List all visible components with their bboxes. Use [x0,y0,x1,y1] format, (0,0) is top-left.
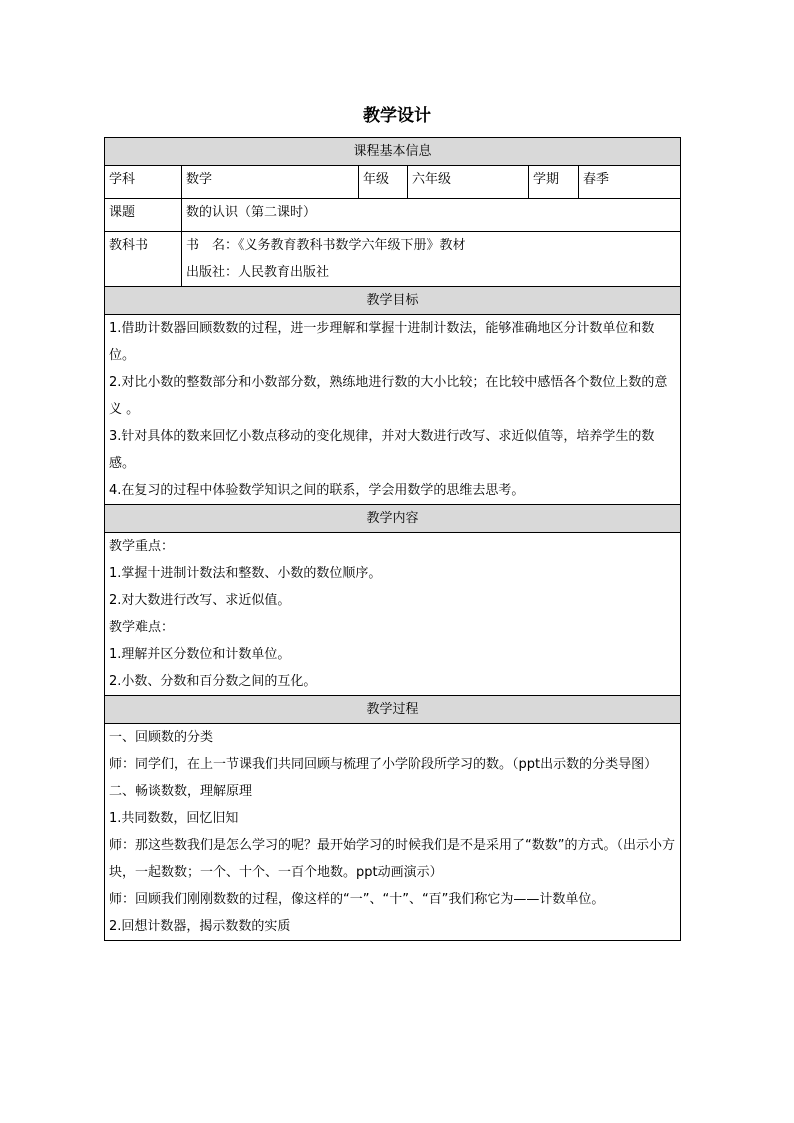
process-line: 师：那这些数我们是怎么学习的呢？最开始学习的时候我们是不是采用了“数数”的方式。（出示小方块，一起数数；一个、十个、一百个地数。ppt动画演示） [109,838,675,880]
process-line: 一、回顾数的分类 [109,730,214,745]
process-line: 二、畅谈数数，理解原理 [109,784,253,799]
content-line: 教学重点： [109,539,175,554]
lesson-plan-table [104,137,681,941]
objectives-header: 教学目标 [105,287,681,315]
topic-label: 课题 [105,199,182,232]
content-line: 2.小数、分数和百分数之间的互化。 [109,674,317,689]
content-line: 1.掌握十进制计数法和整数、小数的数位顺序。 [109,566,382,581]
content-line: 1.理解并区分数位和计数单位。 [109,647,291,662]
term-value: 春季 [579,166,681,199]
textbook-publisher: 出版社：人民教育出版社 [186,265,330,280]
objective-item: 1.借助计数器回顾数数的过程，进一步理解和掌握十进制计数法，能够准确地区分计数单位和数位。 [109,321,655,363]
content-line: 2.对大数进行改写、求近似值。 [109,593,291,608]
process-line: 2.回想计数器，揭示数数的实质 [109,919,291,934]
objectives-body [105,315,681,505]
process-line: 师：回顾我们刚刚数数的过程，像这样的“一”、“十”、“百”我们称它为——计数单位。 [109,892,605,907]
grade-value: 六年级 [408,166,529,199]
grade-label: 年级 [359,166,408,199]
objective-item: 2.对比小数的整数部分和小数部分数，熟练地进行数的大小比较；在比较中感悟各个数位上数的意义 。 [109,375,668,417]
topic-value: 数的认识（第二课时） [182,199,681,232]
textbook-name: 书 名：《义务教育教科书数学六年级下册》教材 [186,238,466,253]
subject-value: 数学 [182,166,359,199]
document-title: 教学设计 [363,106,431,126]
process-body [105,724,681,941]
term-label: 学期 [529,166,579,199]
content-body [105,533,681,696]
process-line: 1.共同数数，回忆旧知 [109,811,239,826]
content-line: 教学难点： [109,620,175,635]
process-line: 师：同学们，在上一节课我们共同回顾与梳理了小学阶段所学习的数。（ppt出示数的分类导图） [109,757,658,772]
objective-item: 4.在复习的过程中体验数学知识之间的联系，学会用数学的思维去思考。 [109,483,525,498]
objective-item: 3.针对具体的数来回忆小数点移动的变化规律，并对大数进行改写、求近似值等，培养学生的数感。 [109,429,655,471]
basic-info-header: 课程基本信息 [105,138,681,166]
content-header: 教学内容 [105,505,681,533]
subject-label: 学科 [105,166,182,199]
process-header: 教学过程 [105,696,681,724]
textbook-label: 教科书 [105,232,182,287]
textbook-value [182,232,681,287]
